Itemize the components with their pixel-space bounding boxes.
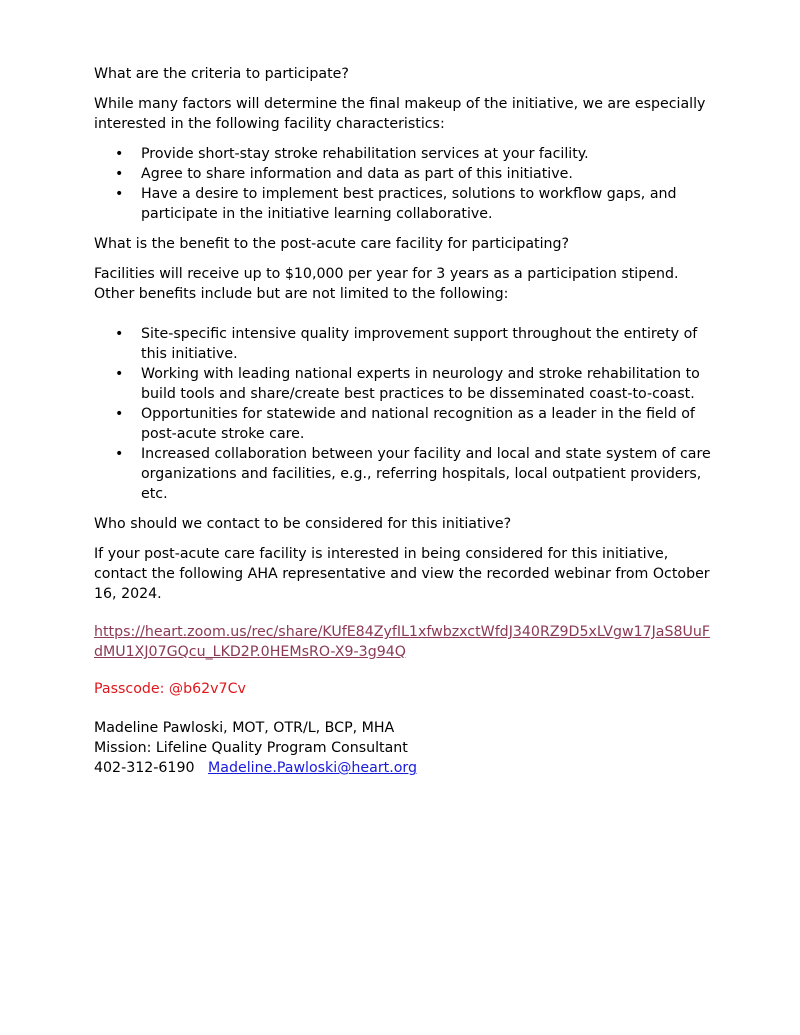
benefit-list — [94, 324, 712, 504]
document-page — [94, 64, 712, 778]
webinar-link-paragraph — [94, 622, 712, 662]
contact-name: Madeline Pawloski, MOT, OTR/L, BCP, MHA — [94, 720, 395, 736]
webinar-link[interactable]: https://heart.zoom.us/rec/share/KUfE84ZyfIL1xfwbzxctWfdJ340RZ9D5xLVgw17JaS8UuFdMU1XJ07GQcu_LKD2P.0HEMsRO-X9-3g94Q — [94, 624, 711, 660]
list-item: • Agree to share information and data as part of this initiative. — [94, 164, 712, 184]
passcode-text: Passcode: @b62v7Cv — [94, 681, 246, 697]
list-item: • Working with leading national experts in neurology and stroke rehabilitation to build tools and share/create best practices to be disseminated coast-to-coast. — [94, 364, 712, 404]
contact-line — [94, 758, 712, 778]
contact-phone: 402-312-6190 — [94, 760, 195, 776]
list-item: • Site-specific intensive quality improvement support throughout the entirety of this initiative. — [94, 324, 712, 364]
benefit-question: What is the benefit to the post-acute care facility for participating? — [94, 236, 570, 252]
contact-intro: If your post-acute care facility is interested in being considered for this initiative, contact the following AHA representative and view the recorded webinar from October 16, 2024. — [94, 546, 710, 602]
benefit-intro: Facilities will receive up to $10,000 per year for 3 years as a participation stipend. Other benefits include but are not limited to the following: — [94, 266, 679, 302]
criteria-list — [94, 144, 712, 224]
email-link[interactable]: Madeline.Pawloski@heart.org — [208, 760, 417, 776]
list-item: • Increased collaboration between your facility and local and state system of care organizations and facilities, e.g., referring hospitals, local outpatient providers, etc. — [94, 444, 712, 504]
criteria-intro: While many factors will determine the final makeup of the initiative, we are especially interested in the following facility characteristics: — [94, 96, 706, 132]
contact-title: Mission: Lifeline Quality Program Consultant — [94, 740, 408, 756]
contact-question: Who should we contact to be considered for this initiative? — [94, 516, 512, 532]
list-item: • Have a desire to implement best practices, solutions to workflow gaps, and participate in the initiative learning collaborative. — [94, 184, 712, 224]
list-item: • Provide short-stay stroke rehabilitation services at your facility. — [94, 144, 712, 164]
criteria-question: What are the criteria to participate? — [94, 66, 349, 82]
list-item: • Opportunities for statewide and national recognition as a leader in the field of post-acute stroke care. — [94, 404, 712, 444]
